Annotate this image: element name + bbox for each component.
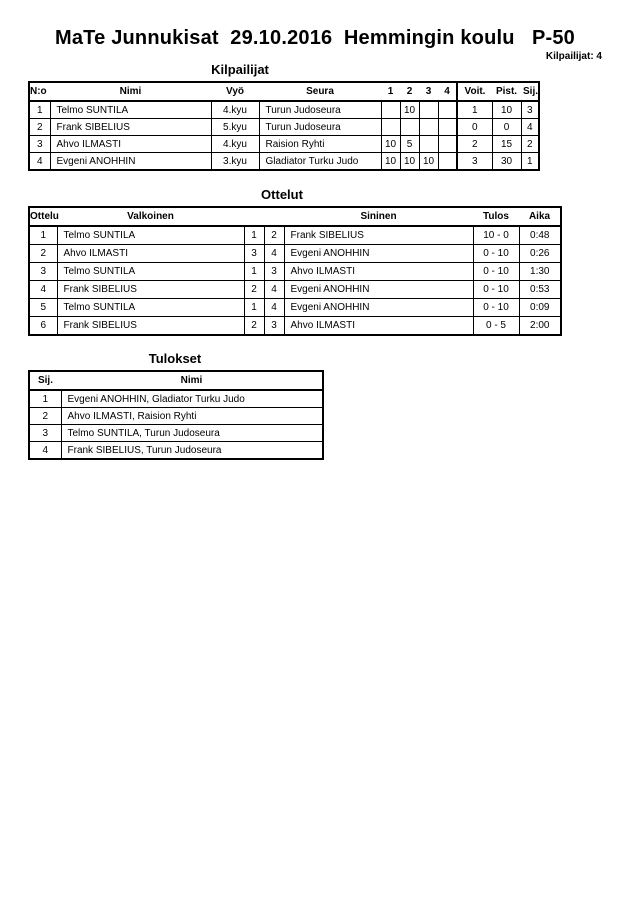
section-title-ottelut: Ottelut [261,187,303,202]
header-nimi: Nimi [50,82,211,101]
header-tulos: Tulos [473,207,519,226]
blue-player: Evgeni ANOHHIN [284,281,473,299]
competitor-number: 2 [29,119,50,136]
competitor-number: 3 [29,136,50,153]
white-player: Frank SIBELIUS [57,281,244,299]
section-title-kilpailijat: Kilpailijat [211,62,269,77]
match-number: 5 [29,299,57,317]
blue-player-number: 4 [264,245,284,263]
round-score: 10 [400,153,419,171]
match-row [29,263,561,281]
tulokset-header-row [29,371,323,390]
placement: 3 [521,101,539,119]
points-count: 10 [492,101,521,119]
placement: 1 [521,153,539,171]
match-result: 0 - 10 [473,281,519,299]
header-round-1: 1 [381,82,400,101]
result-name: Evgeni ANOHHIN, Gladiator Turku Judo [61,390,323,408]
blue-player: Ahvo ILMASTI [284,263,473,281]
match-row [29,299,561,317]
round-score: 10 [400,101,419,119]
competitor-club: Turun Judoseura [259,101,381,119]
match-number: 1 [29,226,57,245]
ottelut-table [28,206,562,336]
result-row [29,408,323,425]
round-score [438,136,457,153]
header-seura: Seura [259,82,381,101]
competitor-belt: 4.kyu [211,101,259,119]
round-score [419,136,438,153]
points-count: 0 [492,119,521,136]
competitor-count-label: Kilpailijat: 4 [545,51,602,62]
competitor-belt: 3.kyu [211,153,259,171]
round-score [419,119,438,136]
header-voit: Voit. [457,82,492,101]
competitor-row [29,119,539,136]
kilpailijat-table [28,81,540,171]
competitor-row [29,153,539,171]
competitor-club: Raision Ryhti [259,136,381,153]
white-player-number: 1 [244,299,264,317]
kilpailijat-header-row [29,82,539,101]
white-player: Frank SIBELIUS [57,317,244,336]
header-valkoinen: Valkoinen [57,207,244,226]
match-number: 3 [29,263,57,281]
competitor-club: Gladiator Turku Judo [259,153,381,171]
header-blue-number [264,207,284,226]
result-placement: 4 [29,442,61,460]
header-no: N:o [29,82,50,101]
white-player: Ahvo ILMASTI [57,245,244,263]
blue-player-number: 2 [264,226,284,245]
match-number: 4 [29,281,57,299]
white-player-number: 2 [244,317,264,336]
match-row [29,245,561,263]
match-result: 0 - 5 [473,317,519,336]
header-pist: Pist. [492,82,521,101]
header-round-2: 2 [400,82,419,101]
header-white-number [244,207,264,226]
white-player: Telmo SUNTILA [57,263,244,281]
competitor-name: Ahvo ILMASTI [50,136,211,153]
blue-player: Evgeni ANOHHIN [284,245,473,263]
match-result: 0 - 10 [473,299,519,317]
blue-player: Ahvo ILMASTI [284,317,473,336]
wins-count: 2 [457,136,492,153]
white-player: Telmo SUNTILA [57,226,244,245]
result-name: Telmo SUNTILA, Turun Judoseura [61,425,323,442]
header-nimi: Nimi [61,371,323,390]
match-number: 6 [29,317,57,336]
white-player-number: 2 [244,281,264,299]
ottelut-header-row [29,207,561,226]
competitor-name: Telmo SUNTILA [50,101,211,119]
header-vyo: Vyö [211,82,259,101]
placement: 2 [521,136,539,153]
match-time: 0:26 [519,245,561,263]
match-time: 1:30 [519,263,561,281]
wins-count: 3 [457,153,492,171]
result-row [29,390,323,408]
blue-player: Evgeni ANOHHIN [284,299,473,317]
competitor-belt: 5.kyu [211,119,259,136]
blue-player-number: 4 [264,299,284,317]
page-title: MaTe Junnukisat 29.10.2016 Hemmingin koulu P-50 [55,27,575,49]
round-score [438,153,457,171]
match-row [29,281,561,299]
blue-player: Frank SIBELIUS [284,226,473,245]
competitor-row [29,136,539,153]
header-ottelu: Ottelu [29,207,57,226]
competitor-club: Turun Judoseura [259,119,381,136]
blue-player-number: 3 [264,317,284,336]
match-time: 0:48 [519,226,561,245]
blue-player-number: 4 [264,281,284,299]
header-round-3: 3 [419,82,438,101]
result-name: Frank SIBELIUS, Turun Judoseura [61,442,323,460]
tulokset-table [28,370,324,460]
result-placement: 3 [29,425,61,442]
competitor-name: Frank SIBELIUS [50,119,211,136]
round-score [438,101,457,119]
white-player-number: 1 [244,263,264,281]
blue-player-number: 3 [264,263,284,281]
match-time: 0:09 [519,299,561,317]
match-time: 0:53 [519,281,561,299]
placement: 4 [521,119,539,136]
round-score [419,101,438,119]
competitor-number: 4 [29,153,50,171]
white-player-number: 1 [244,226,264,245]
result-placement: 1 [29,390,61,408]
result-row [29,425,323,442]
wins-count: 0 [457,119,492,136]
round-score: 10 [381,153,400,171]
white-player: Telmo SUNTILA [57,299,244,317]
header-round-4: 4 [438,82,457,101]
result-name: Ahvo ILMASTI, Raision Ryhti [61,408,323,425]
round-score: 10 [419,153,438,171]
match-time: 2:00 [519,317,561,336]
match-result: 0 - 10 [473,263,519,281]
match-result: 10 - 0 [473,226,519,245]
match-number: 2 [29,245,57,263]
competitor-number: 1 [29,101,50,119]
competitor-row [29,101,539,119]
wins-count: 1 [457,101,492,119]
points-count: 15 [492,136,521,153]
section-title-tulokset: Tulokset [148,351,202,366]
match-row [29,317,561,336]
points-count: 30 [492,153,521,171]
competitor-name: Evgeni ANOHHIN [50,153,211,171]
result-placement: 2 [29,408,61,425]
round-score: 5 [400,136,419,153]
round-score [438,119,457,136]
round-score [381,101,400,119]
white-player-number: 3 [244,245,264,263]
competitor-belt: 4.kyu [211,136,259,153]
results-sheet [0,27,630,918]
header-sininen: Sininen [284,207,473,226]
round-score [400,119,419,136]
match-row [29,226,561,245]
round-score [381,119,400,136]
round-score: 10 [381,136,400,153]
header-sij: Sij. [521,82,539,101]
header-aika: Aika [519,207,561,226]
match-result: 0 - 10 [473,245,519,263]
result-row [29,442,323,460]
header-sij: Sij. [29,371,61,390]
